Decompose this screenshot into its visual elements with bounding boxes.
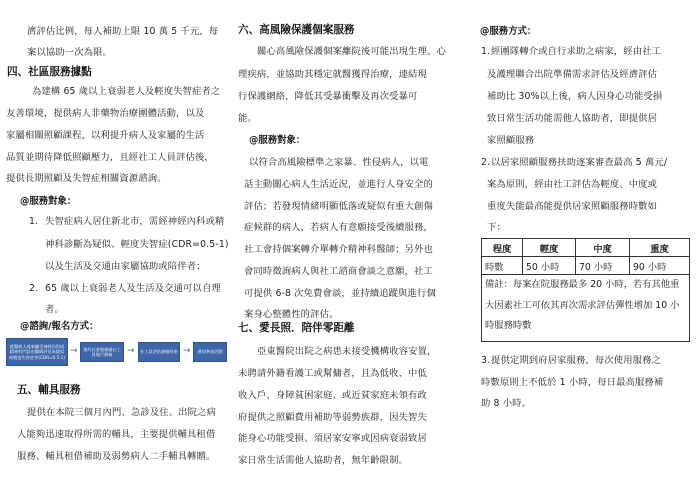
section-4-line-1: 為建構 65 歲以上衰弱老人及輕度失智症者之 — [32, 86, 221, 97]
section-6-line-3: 行保護網絡，降低其受暴衝擊及再次受暴可 — [238, 91, 418, 102]
registration-flowchart — [6, 338, 230, 390]
method-3-line-3: 助 8 小時。 — [481, 398, 532, 409]
section-4-consult-title: @諮詢/報名方式： — [20, 321, 99, 332]
method-3-line-2: 時數原則上不低於 1 小時，每日最高服務補 — [481, 377, 664, 388]
method-1-line-2: 及護理聯合出院準備需求評估及經濟評估 — [487, 69, 658, 80]
method-1-num: 1. — [481, 46, 491, 57]
section-4-line-2: 友善環境，提供病人非藥物治療團體活動，以及 — [6, 108, 205, 119]
method-1-line-4: 致日常生活功能需他人協助者，即提供居 — [487, 113, 658, 124]
method-3-line-1: 提供定期到府居家服務，每次使用服務之 — [491, 355, 662, 366]
table-cell: 50 小時 — [523, 257, 576, 275]
section-6-target-line-3: 評估；若發現情緒明顯低落或疑似有重大創傷 — [244, 201, 433, 212]
table-header-cell: 中度 — [576, 239, 630, 257]
flow-box-evaluation: 社工員評估篩檢結果 — [138, 342, 180, 362]
method-2-line-4: 下： — [487, 222, 506, 233]
target-2-num: 2. — [29, 283, 39, 294]
intro-line-2: 案以協助一次為限。 — [27, 47, 113, 58]
target-1-line-3: 以及生活及交通由家屬協助或陪伴者； — [45, 261, 206, 272]
section-6-target-line-2: 話主動關心病人生活近況，並進行人身安全的 — [244, 179, 433, 190]
section-6-target-line-6: 會同時徵詢病人與社工諮商會談之意願，社工 — [244, 266, 433, 277]
section-7-line-3: 收入戶、身障貧困家庭、或近貧家庭未領有政 — [238, 390, 427, 401]
section-7-line-6: 家日常生活需他人協助者，無年齡限制。 — [238, 455, 409, 466]
section-6-line-2: 理疾病，並協助其穩定就醫獲得治療，連結現 — [238, 69, 427, 80]
section-5-line-3: 服務、輔具租借補助及弱勢病人二手輔具轉贈。 — [17, 451, 216, 462]
section-7-line-5: 能身心功能受損、須居家安寧或因病衰弱致居 — [238, 433, 427, 444]
method-1-line-1: 經團隊轉介或自行求助之病家，經由社工 — [491, 46, 662, 57]
method-1-line-3: 補助比 30%以上後，病人因身心功能受損 — [487, 91, 663, 102]
flow-arrow-1: → — [70, 346, 78, 356]
table-cell: 90 小時 — [630, 257, 690, 275]
table-note: 備註：每案在院服務最多 20 小時，若有其他重大因素社工可依其再次需求評估彈性增加 10 小時服務時數 — [482, 275, 690, 342]
section-4-line-5: 提供長期照顧及失智症相關資源諮詢。 — [6, 173, 167, 184]
section-7-line-4: 府提供之照顧費用補助等弱勢族群，因失智失 — [238, 412, 427, 423]
target-2-line-1: 65 歲以上衰弱老人及生活及交通可以自理 — [45, 283, 221, 294]
section-4-line-3: 家屬相關照顧課程，以利提升病人及家屬的生活 — [6, 130, 205, 141]
flow-box-screening: 預約社會服務處社工員進行篩檢 — [80, 342, 124, 362]
flow-arrow-3: → — [183, 346, 191, 356]
target-1-line-2: 神科診斷為疑似、輕度失智症(CDR=0.5-1) — [45, 239, 229, 250]
section-7-title: 七、愛長照．陪伴零距離 — [238, 322, 355, 334]
target-1-line-1: 失智症病人居住新北市，需經神經內科或精 — [45, 216, 225, 227]
table-header-row — [482, 239, 690, 257]
section-6-target-line-4: 症候群的病人，若病人有意願接受後續服務， — [244, 222, 433, 233]
service-hours-table — [481, 238, 690, 342]
section-7-line-1: 亞東醫院出院之病患未接受機構收容安置， — [257, 346, 437, 357]
section-4-line-4: 品質並期待降低照顧壓力，且經社工人員評估後， — [6, 152, 214, 163]
section-4-title: 四、社區服務據點 — [7, 66, 92, 78]
method-2-line-1: 以居家照顧服務扶助逐案審查最高 5 萬元/ — [491, 157, 668, 168]
table-cell: 70 小時 — [576, 257, 630, 275]
intro-line-1: 濟評估比例，每人補助上限 10 萬 5 千元，每 — [27, 26, 219, 37]
table-note-row — [482, 275, 690, 342]
method-2-line-2: 案為原則，經由社工評估為輕度、中度或 — [487, 179, 658, 190]
target-2-line-2: 者。 — [45, 304, 64, 315]
section-7-line-2: 未聘請外籍看護工或幫傭者，且為低收、中低 — [238, 368, 427, 379]
method-2-line-3: 重度失能最高能提供居家照顧服務時數如 — [487, 201, 658, 212]
section-6-line-4: 能。 — [238, 113, 257, 124]
table-header-cell: 重度 — [630, 239, 690, 257]
table-row — [482, 257, 690, 275]
method-title: @服務方式： — [480, 26, 537, 37]
flow-arrow-2: → — [127, 346, 135, 356]
flow-box-notify: 通知參加活動 — [193, 342, 227, 362]
section-6-line-1: 關心高風險保護個案離院後可能出現生理、心 — [257, 46, 446, 57]
section-4-target-title: @服務對象： — [20, 196, 77, 207]
section-6-target-line-5: 社工會持個案轉介單轉介精神科醫師；另外也 — [244, 244, 433, 255]
method-3-num: 3. — [481, 355, 491, 366]
table-header-cell: 輕度 — [523, 239, 576, 257]
method-1-line-5: 家照顧服務 — [487, 135, 535, 146]
section-6-target-line-8: 案身心整體性的評估。 — [244, 309, 339, 320]
flow-box-diagnosis: 就醫病人或家屬至神經內科或精神科門診由醫師評估為疑似或輕度失智症者(CDR=0.5-1) — [6, 338, 68, 366]
table-row-label: 時數 — [482, 257, 523, 275]
section-6-target-line-7: 可提供 6-8 次免費會談，並持續追蹤與進行個 — [244, 288, 436, 299]
section-6-target-title: @服務對象： — [249, 135, 306, 146]
section-5-line-2: 人能夠迅速取得所需的輔具，主要提供輔具租借 — [17, 429, 216, 440]
table-header-cell: 程度 — [482, 239, 523, 257]
target-1-num: 1. — [29, 216, 39, 227]
section-6-title: 六、高風險保護個案服務 — [238, 24, 355, 36]
section-5-title: 五、輔具服務 — [17, 384, 81, 396]
section-6-target-line-1: 以符合高風險標準之家暴、性侵病人，以電 — [249, 157, 429, 168]
section-5-line-1: 提供在本院三個月內門、急診及住、出院之病 — [27, 407, 216, 418]
method-2-num: 2. — [481, 157, 491, 168]
